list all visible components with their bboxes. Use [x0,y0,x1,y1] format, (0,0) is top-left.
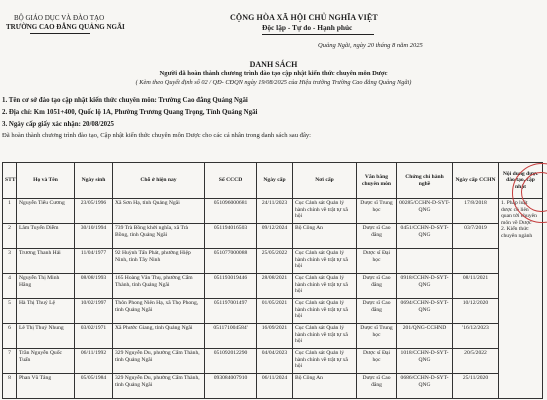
row-cert-date: 20/5/2022 [453,349,499,374]
row-stt: 8 [3,374,17,399]
row-dob: 10/02/1997 [75,299,113,324]
row-stt: 3 [3,249,17,274]
row-cert-no: 201/QNG-CCHND [397,324,453,349]
row-cert-no: 1018/CCHN-D-SYT-QNG [397,349,453,374]
school-name: TRƯỜNG CAO ĐẲNG QUẢNG NGÃI [6,23,125,31]
row-degree: Dược sĩ Đại học [357,249,397,274]
row-degree: Dược sĩ Cao đẳng [357,374,397,399]
row-cert-date: 10/12/2020 [453,299,499,324]
row-name: Lâm Tuyến Diễm [17,224,75,249]
table-row [3,199,543,224]
table-row [3,299,543,324]
table-row [3,224,543,249]
header-dob: Ngày sinh [75,163,113,199]
row-dob: 05/05/1984 [75,374,113,399]
table-header-row [3,163,543,199]
row-degree: Dược sĩ Trung học [357,199,397,224]
row-dob: 06/11/1992 [75,349,113,374]
row-cccd: 051171004584' [205,324,257,349]
row-stt: 6 [3,324,17,349]
row-cert-date: 08/11/2021 [453,274,499,299]
row-issue-date: 06/11/2024 [257,374,293,399]
row-dob: 11/04/1977 [75,249,113,274]
row-content: 1. Pháp luật dược có liên quan tới chuyên môn về Dược 2. Kiến thức chuyên ngành [499,199,543,399]
row-degree: Dược sĩ Cao đẳng [357,274,397,299]
row-degree: Dược sĩ Trung học [357,324,397,349]
row-name: Nguyễn Tiểu Cương [17,199,75,224]
row-address: 329 Nguyễn Du, phường Cẩm Thành, tỉnh Quảng Ngãi [113,349,205,374]
header-stt: STT [3,163,17,199]
info-line-1: 1. Tên cơ sở đào tạo cập nhật kiến thức chuyên môn: Trường Cao đẳng Quảng Ngãi [2,97,248,104]
row-issue-place: Bộ Công An [293,224,357,249]
row-address: Xã Sơn Hạ, tỉnh Quảng Ngãi [113,199,205,224]
row-stt: 1 [3,199,17,224]
table-row [3,349,543,374]
row-name: Hà Thị Thuý Lệ [17,299,75,324]
row-cert-date: 03/7/2019 [453,224,499,249]
header-degree: Văn bằng chuyên môn [357,163,397,199]
row-issue-place: Cục Cảnh sát Quản lý hành chính về trật tự xã hội [293,274,357,299]
row-issue-date: 04/04/2023 [257,349,293,374]
row-stt: 7 [3,349,17,374]
motto: Độc lập - Tự do - Hạnh phúc [262,23,353,32]
table-row [3,249,543,274]
header-cert-no: Chứng chỉ hành nghề [397,163,453,199]
row-address: 329 Nguyễn Du, phường Cẩm Thành, tỉnh Quảng Ngãi [113,374,205,399]
header-content: Nội dung được đào tạo, cập nhật [499,163,543,199]
table-row [3,374,543,399]
school-underline [30,33,90,34]
row-address: 92 Huỳnh Tấn Phát, phường Hiệp Ninh, tỉnh Tây Ninh [113,249,205,274]
row-issue-date: 28/08/2021 [257,274,293,299]
intro-text: Đã hoàn thành chương trình đào tạo, Cập nhật kiến thức chuyên môn Dược cho các cá nhân trong danh sách sau đây: [2,132,312,139]
info-line-2: 2. Địa chỉ: Km 1051+400, Quốc lộ 1A, Phường Trương Quang Trọng, Tỉnh Quảng Ngãi [2,109,258,116]
row-degree: Dược sĩ Cao đẳng [357,299,397,324]
row-name: Lê Thị Thuý Nhung [17,324,75,349]
row-issue-date: 25/05/2022 [257,249,293,274]
row-address: Thôn Phong Niên Hạ, xã Thọ Phong, tỉnh Quảng Ngãi [113,299,205,324]
row-name: Phan Vũ Tâng [17,374,75,399]
row-address: Xã Phước Giang, tỉnh Quảng Ngãi [113,324,205,349]
row-cert-no [397,249,453,274]
document-subtitle: Người đã hoàn thành chương trình đào tạo cập nhật kiến thức chuyên môn Dược [159,70,388,77]
row-cert-no: 0918/CCHN-D-SYT-QNG [397,274,453,299]
header-address: Chỗ ở hiện nay [113,163,205,199]
row-issue-place: Bộ Công An [293,374,357,399]
row-issue-place: Cục Cảnh sát Quản lý hành chính về trật tự xã hội [293,249,357,274]
motto-underline [262,34,374,35]
row-degree: Dược sĩ Đại học [357,349,397,374]
row-cert-date: 25/11/2020 [453,374,499,399]
header-issue-place: Nơi cấp [293,163,357,199]
table-row [3,274,543,299]
row-cert-no: 0451/CCHN-D-SYT-QNG [397,224,453,249]
row-name: Trương Thanh Hải [17,249,75,274]
row-stt: 5 [3,299,17,324]
row-issue-place: Cục Cảnh sát Quản lý hành chính về trật tự xã hội [293,299,357,324]
row-name: Trần Nguyễn Quốc Tuấn [17,349,75,374]
row-name: Nguyễn Thị Minh Hằng [17,274,75,299]
row-cccd: 051092012290 [205,349,257,374]
table-row [3,324,543,349]
row-issue-date: 01/05/2021 [257,299,293,324]
row-stt: 4 [3,274,17,299]
info-line-3: 3. Ngày cấp giấy xác nhận: 20/08/2025 [2,121,114,128]
row-issue-date: 09/12/2024 [257,224,293,249]
decision-reference: ( Kèm theo Quyết định số 02 / QĐ- CĐQN ngày 19/08/2025 của Hiệu trưởng Trường Cao đẳng Quảng Ngãi) [135,79,412,86]
row-issue-date: 16/09/2021 [257,324,293,349]
header-name: Họ và Tên [17,163,75,199]
date-line: Quảng Ngãi, ngày 20 tháng 8 năm 2025 [318,42,423,49]
document-title: DANH SÁCH [249,60,298,69]
row-cccd: 051193019446 [205,274,257,299]
header-cccd: Số CCCD [205,163,257,199]
row-cccd: 093084007910 [205,374,257,399]
row-cccd: 051194016503 [205,224,257,249]
row-degree: Dược sĩ Cao đẳng [357,224,397,249]
row-address: 165 Hoàng Văn Thụ, phường Cẩm Thành, tỉnh Quảng Ngãi [113,274,205,299]
row-cert-date: '16/12/2023 [453,324,499,349]
row-dob: 08/08/1993 [75,274,113,299]
row-cccd: 051096000681 [205,199,257,224]
row-issue-place: Cục Cảnh sát Quản lý hành chính về trật tự xã hội [293,199,357,224]
row-cccd: 051077000088 [205,249,257,274]
row-cert-date [453,249,499,274]
row-dob: 03/02/1971 [75,324,113,349]
row-cert-no: 00285/CCHN-D-SYT-QNG [397,199,453,224]
graduate-table [2,162,543,399]
header-cert-date: Ngày cấp CCHN [453,163,499,199]
row-issue-place: Cục Cảnh sát Quản lý hành chính về trật tự xã hội [293,349,357,374]
row-dob: 30/10/1994 [75,224,113,249]
row-cert-no: 0686/CCHN-D-SYT-QNG [397,374,453,399]
row-issue-place: Cục Cảnh sát Quản lý hành chính về trật tự xã hội [293,324,357,349]
row-cert-no: 0694/CCHN-D-SYT-QNG [397,299,453,324]
row-stt: 2 [3,224,17,249]
row-cccd: 051197001497 [205,299,257,324]
row-address: 739 Trà Bồng khởi nghĩa, xã Trà Bồng, tỉnh Quảng Ngãi [113,224,205,249]
header-issue-date: Ngày cấp [257,163,293,199]
row-cert-date: 17/8/2018 [453,199,499,224]
row-issue-date: 24/11/2023 [257,199,293,224]
republic-name: CỘNG HÒA XÃ HỘI CHỦ NGHĨA VIỆT [230,13,378,22]
row-dob: 23/05/1996 [75,199,113,224]
ministry-name: BỘ GIÁO DỤC VÀ ĐÀO TẠO [14,14,105,22]
